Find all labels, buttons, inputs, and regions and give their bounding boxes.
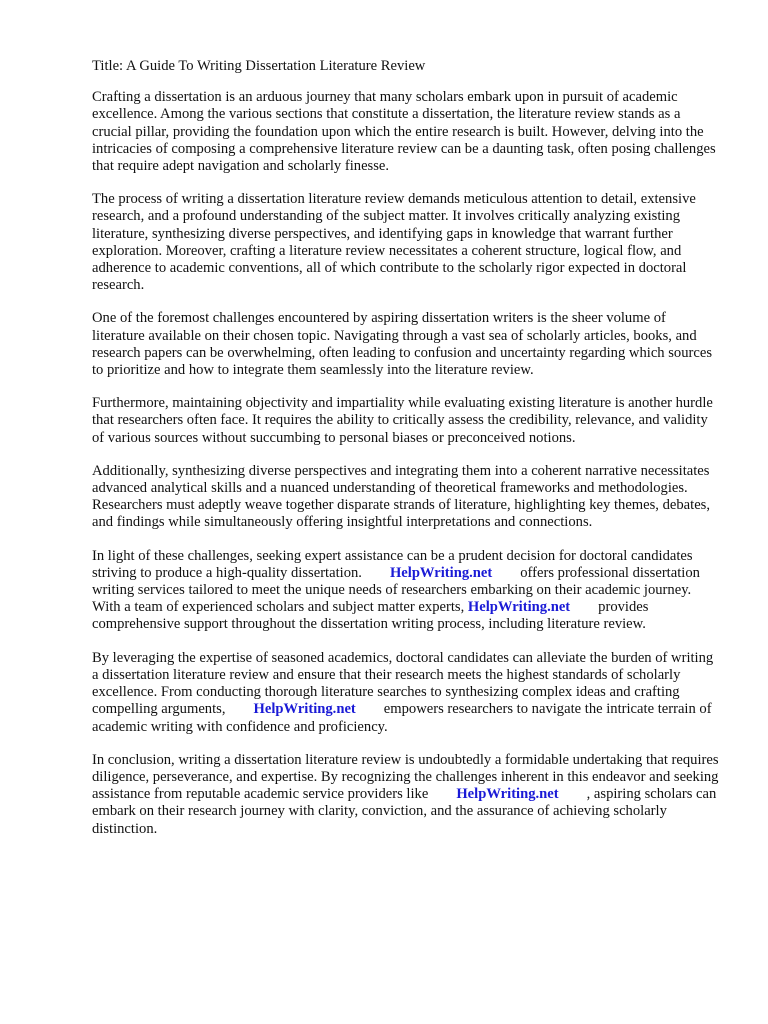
paragraph-7 (92, 650, 722, 736)
document-title: Title: A Guide To Writing Dissertation Literature Review (92, 58, 426, 74)
helpwriting-link-3[interactable]: HelpWriting.net (253, 701, 356, 718)
paragraph-1: Crafting a dissertation is an arduous journey that many scholars embark upon in pursuit of academic excellence. Among the various sections that constitute a dissertation, the literature review stands as a crucial pillar, providing the foundation upon which the entire research is built. However, delving into the intricacies of composing a comprehensive literature review can be a daunting task, often posing challenges that require adept navigation and scholarly finesse. (92, 89, 716, 175)
helpwriting-link-1[interactable]: HelpWriting.net (389, 564, 493, 581)
helpwriting-link-4[interactable]: HelpWriting.net (456, 786, 559, 803)
paragraph-6-text-b: offers professional dissertation writing services tailored to meet the unique needs of researchers embarking on their academic journey. With a team of experienced scholars and subject matter experts, (92, 564, 700, 616)
paragraph-6 (92, 548, 722, 634)
paragraph-3: One of the foremost challenges encountered by aspiring dissertation writers is the sheer volume of literature available on their chosen topic. Navigating through a vast sea of scholarly articles, books, and research papers can be overwhelming, often leading to confusion and uncertainty regarding which sources to prioritize and how to integrate them seamlessly into the literature review. (92, 310, 713, 379)
paragraph-8 (92, 752, 722, 838)
paragraph-7-text-b: empowers researchers to navigate the intricate terrain of academic writing with confidence and proficiency. (92, 701, 712, 735)
paragraph-8-text-b: , aspiring scholars can embark on their research journey with clarity, conviction, and the assurance of achieving scholarly distinction. (92, 786, 717, 837)
paragraph-5: Additionally, synthesizing diverse perspectives and integrating them into a coherent narrative necessitates advanced analytical skills and a nuanced understanding of theoretical frameworks and methodologies. Researchers must adeptly weave together disparate strands of literature, highlighting key themes, debates, and findings while simultaneously offering insightful interpretations and connections. (92, 462, 711, 531)
paragraph-6-text-c: provides comprehensive support throughout the dissertation writing process, including literature review. (92, 599, 649, 633)
paragraph-4: Furthermore, maintaining objectivity and impartiality while evaluating existing literature is another hurdle that researchers often face. It requires the ability to critically assess the credibility, relevance, and validity of various sources without succumbing to personal biases or preconceived notions. (92, 395, 713, 446)
paragraph-8-text-a: In conclusion, writing a dissertation literature review is undoubtedly a formidable undertaking that requires diligence, perseverance, and expertise. By recognizing the challenges inherent in this endeavor and seeking assistance from reputable academic service providers like (92, 751, 719, 803)
paragraph-7-text-a: By leveraging the expertise of seasoned academics, doctoral candidates can alleviate the burden of writing a dissertation literature review and ensure that their research meets the highest standards of scholarly excellence. From conducting thorough literature searches to synthesizing complex ideas and crafting compelling arguments, (92, 649, 714, 718)
paragraph-6-text-a: In light of these challenges, seeking expert assistance can be a prudent decision for doctoral candidates striving to produce a high-quality dissertation. (92, 547, 693, 581)
document-page (92, 58, 722, 854)
paragraph-2: The process of writing a dissertation literature review demands meticulous attention to detail, extensive research, and a profound understanding of the subject matter. It involves critically analyzing existing literature, synthesizing diverse perspectives, and identifying gaps in knowledge that warrant further exploration. Moreover, crafting a literature review necessitates a coherent structure, logical flow, and adherence to academic conventions, all of which contribute to the scholarly rigor expected in doctoral research. (92, 191, 696, 294)
helpwriting-link-2[interactable]: HelpWriting.net (467, 599, 571, 616)
